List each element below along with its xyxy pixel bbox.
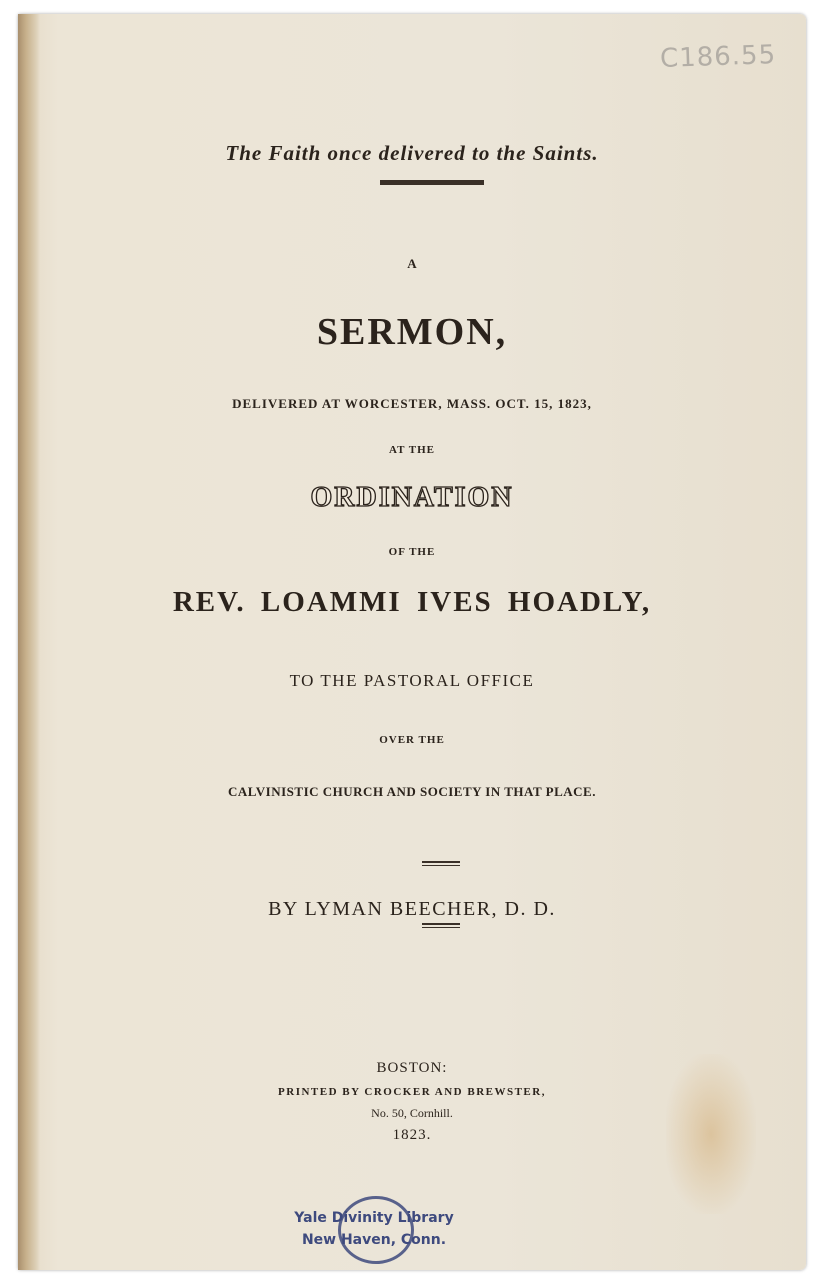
- library-stamp: [290, 1194, 458, 1270]
- title-rule: [380, 180, 484, 185]
- imprint-city: BOSTON:: [376, 1060, 448, 1076]
- office-line: TO THE PASTORAL OFFICE: [289, 671, 535, 690]
- article-a: A: [407, 256, 417, 271]
- stamp-line-1: Yale Divinity Library: [294, 1210, 454, 1226]
- title-page: [18, 14, 806, 1270]
- congregation-line: CALVINISTIC CHURCH AND SOCIETY IN THAT PLACE.: [228, 784, 596, 799]
- stamp-line-2: New Haven, Conn.: [301, 1232, 447, 1248]
- author-rule-top: [422, 861, 460, 866]
- delivered-line: DELIVERED AT WORCESTER, MASS. OCT. 15, 1823,: [232, 396, 592, 411]
- running-title: The Faith once delivered to the Saints.: [225, 141, 599, 165]
- imprint-printer: PRINTED BY CROCKER AND BREWSTER,: [278, 1086, 546, 1098]
- author-rule-bottom: [422, 923, 460, 928]
- page-spine-edge: [18, 14, 40, 1270]
- author-line: BY LYMAN BEECHER, D. D.: [268, 898, 556, 920]
- occasion-heading: ORDINATION: [310, 482, 514, 513]
- over-the-line: OVER THE: [379, 734, 445, 746]
- stamp-seal-circle: [338, 1196, 414, 1264]
- of-the-line: OF THE: [388, 546, 436, 558]
- at-the-line: AT THE: [388, 444, 436, 456]
- main-title: SERMON,: [316, 311, 508, 353]
- imprint-year: 1823.: [392, 1127, 432, 1143]
- shelfmark-annotation: C186.55: [659, 39, 777, 75]
- ordinand-name: REV. LOAMMI IVES HOADLY,: [172, 586, 652, 618]
- imprint-address: No. 50, Cornhill.: [371, 1106, 453, 1120]
